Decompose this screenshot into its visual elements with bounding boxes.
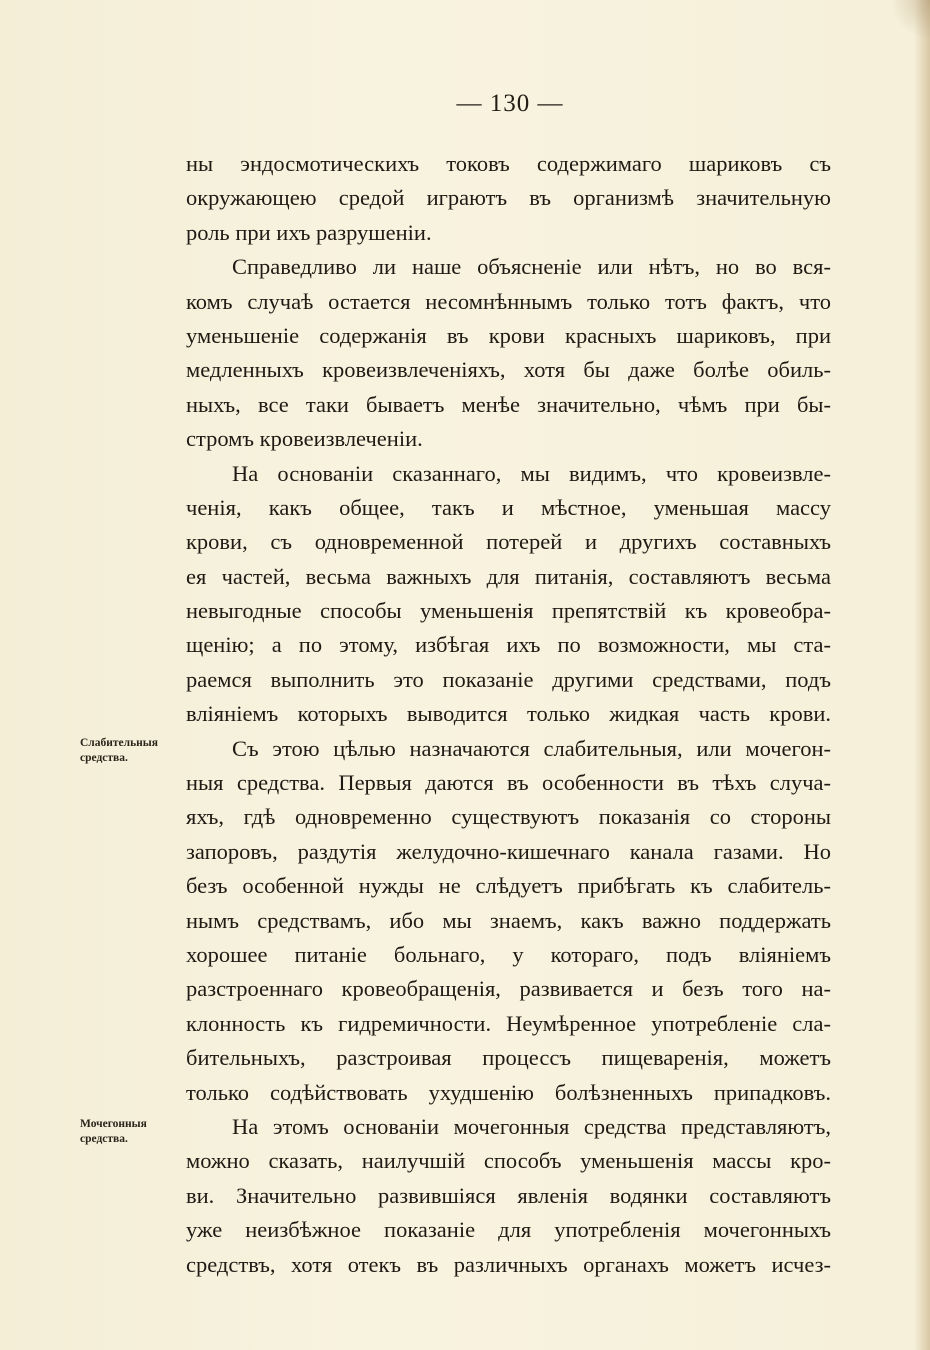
text-line: уменьшеніе содержанія въ крови красныхъ шариковъ, при [186, 322, 831, 348]
text-line: На этомъ основаніи мочегонныя средства представляютъ, [232, 1113, 831, 1139]
text-line: средствъ, хотя отекъ въ различныхъ органахъ можетъ исчез- [186, 1251, 831, 1277]
text-line: ченія, какъ общее, такъ и мѣстное, уменьшая массу [186, 494, 831, 520]
text-line: можно сказать, наилучшій способъ уменьшенія массы кро- [186, 1148, 831, 1174]
text-line: запоровъ, раздутія желудочно-кишечнаго канала газами. Но [186, 838, 831, 864]
text-line: только содѣйствовать ухудшенію болѣзненныхъ припадковъ. [186, 1079, 831, 1105]
text-line: На основаніи сказаннаго, мы видимъ, что кровеизвле- [232, 460, 831, 486]
margin-note-line: средства. [80, 752, 128, 764]
text-line: нымъ средствамъ, ибо мы знаемъ, какъ важно поддержать [186, 907, 831, 933]
text-line: ея частей, весьма важныхъ для питанія, составляютъ весьма [186, 563, 831, 589]
text-line: яхъ, гдѣ одновременно существуютъ показанія со стороны [186, 804, 831, 830]
page-corner-stain [890, 0, 930, 40]
margin-note-laxatives [80, 736, 180, 766]
text-line: крови, съ одновременной потерей и другихъ составныхъ [186, 529, 831, 555]
text-line: разстроеннаго кровеобращенія, развивается и безъ того на- [186, 976, 831, 1002]
text-line: клонность къ гидремичности. Неумѣренное употребленіе сла- [186, 1010, 831, 1036]
text-line: Съ этою цѣлью назначаются слабительныя, или мочегон- [232, 735, 831, 761]
text-line: роль при ихъ разрушеніи. [186, 219, 432, 245]
text-line: уже неизбѣжное показаніе для употребленія мочегонныхъ [186, 1217, 831, 1243]
text-line: стромъ кровеизвлеченіи. [186, 426, 423, 452]
text-line: ныхъ, все таки бываетъ менѣе значительно, чѣмъ при бы- [186, 391, 831, 417]
text-line: невыгодные способы уменьшенія препятствій къ кровеобра- [186, 598, 831, 624]
page-number: — 130 — [456, 90, 564, 117]
text-line: медленныхъ кровеизвлеченіяхъ, хотя бы даже болѣе обиль- [186, 357, 831, 383]
text-line: раемся выполнить это показаніе другими средствами, подъ [186, 666, 831, 692]
text-line: безъ особенной нужды не слѣдуетъ прибѣгать къ слабитель- [186, 873, 831, 899]
body-text [186, 147, 831, 1282]
text-line: ви. Значительно развившіяся явленія водянки составляютъ [186, 1182, 831, 1208]
margin-note-line: Слабительныя [80, 737, 158, 749]
text-line: окружающею средой играютъ въ организмѣ значительную [186, 185, 831, 211]
page-edge-shadow [914, 0, 930, 1350]
margin-note-line: Мочегонныя [80, 1118, 147, 1130]
text-line: хорошее питаніе больнаго, у котораго, подъ вліяніемъ [186, 941, 831, 967]
text-line: ныя средства. Первыя даются въ особенности въ тѣхъ случа- [186, 770, 831, 796]
text-line: комъ случаѣ остается несомнѣннымъ только тотъ фактъ, что [186, 288, 831, 314]
text-line: щенію; а по этому, избѣгая ихъ по возможности, мы ста- [186, 632, 831, 658]
text-line: ны эндосмотическихъ токовъ содержимаго шариковъ съ [186, 151, 831, 176]
text-line: вліяніемъ которыхъ выводится только жидкая часть крови. [186, 701, 831, 727]
margin-note-diuretics [80, 1117, 180, 1147]
margin-note-line: средства. [80, 1133, 128, 1145]
text-line: Справедливо ли наше объясненіе или нѣтъ, но во вся- [232, 254, 831, 280]
text-line: бительныхъ, разстроивая процессъ пищеваренія, можетъ [186, 1045, 831, 1071]
